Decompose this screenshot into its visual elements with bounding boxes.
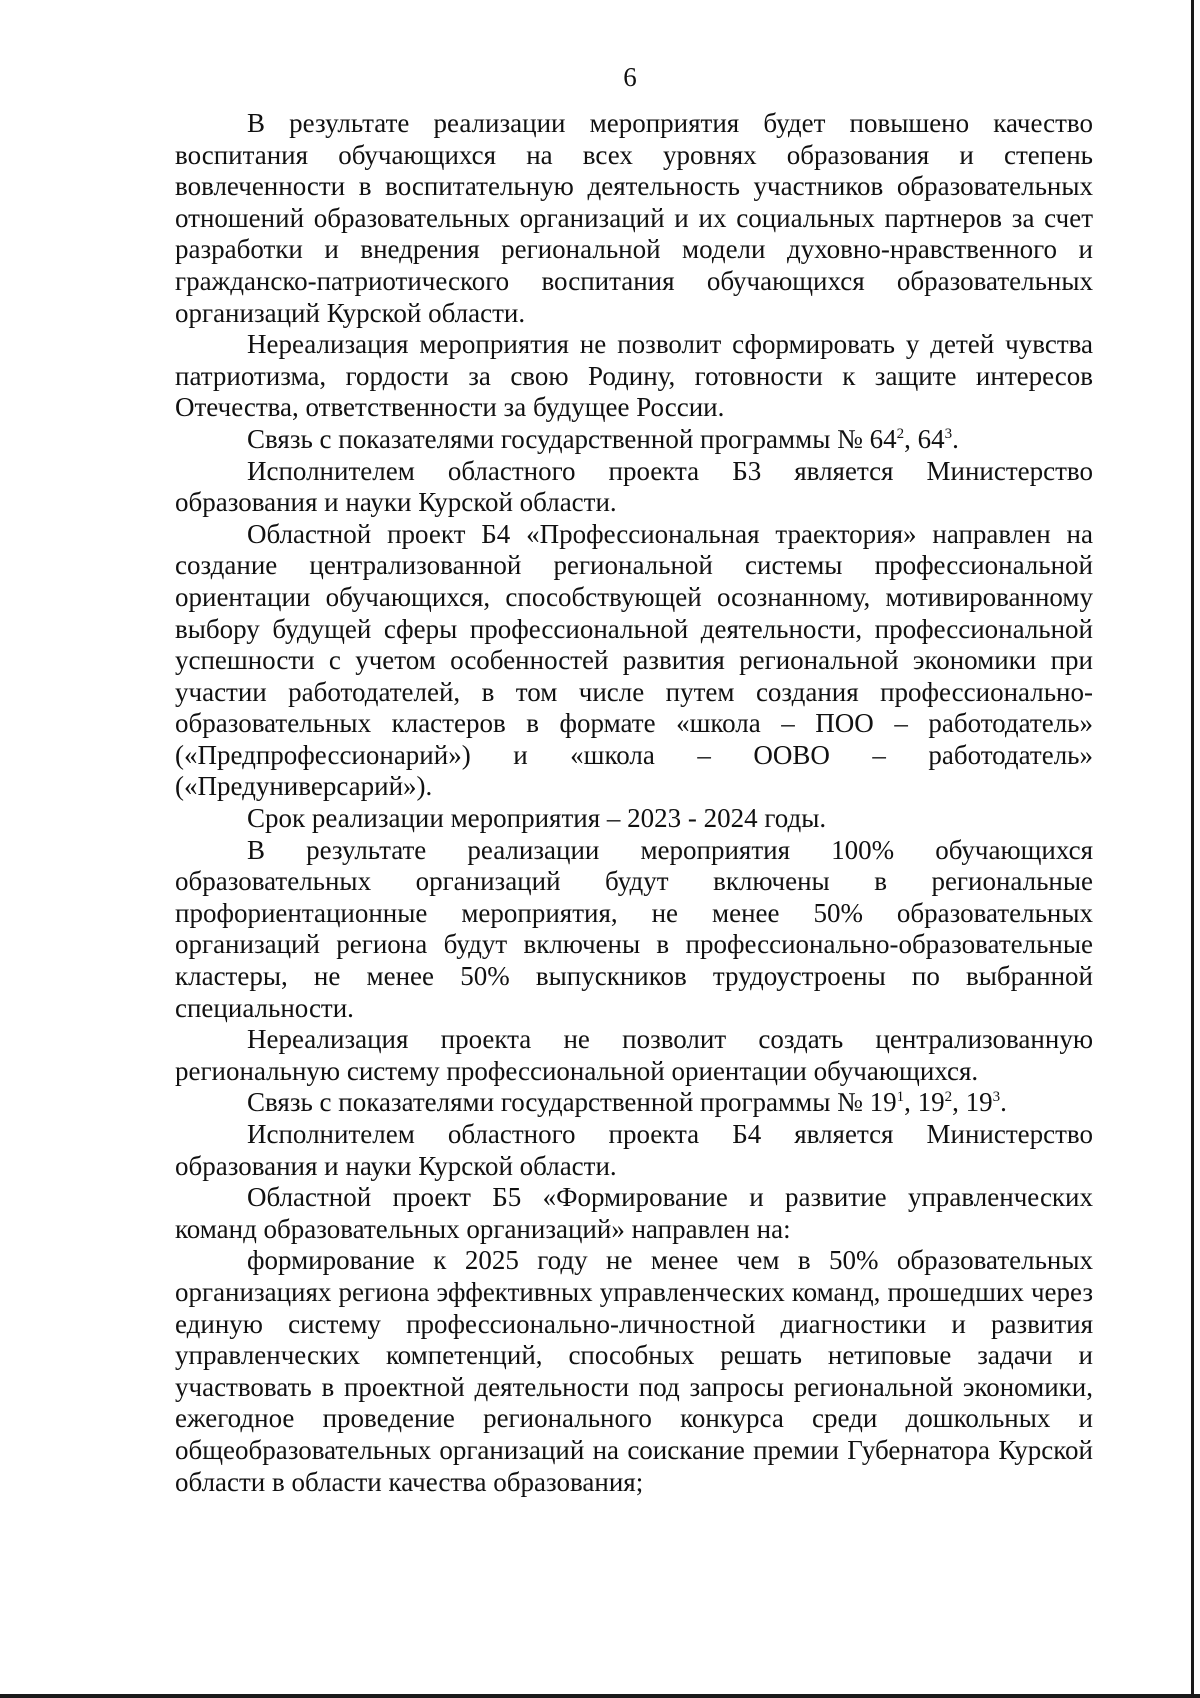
scan-border-bottom: [0, 1694, 1200, 1698]
document-body: [175, 108, 1093, 1498]
indicators-prefix: Связь с показателями государственной программы №: [247, 1087, 870, 1118]
indicator-ref-sup: 2: [896, 425, 905, 442]
indicator-ref: 64: [917, 423, 945, 454]
indicator-ref-sup: 1: [896, 1089, 905, 1106]
indicator-sep: ,: [904, 1087, 918, 1118]
indicator-ref: 19: [869, 1087, 897, 1118]
indicator-ref-sup: 3: [944, 425, 953, 442]
indicator-sep: ,: [904, 423, 918, 454]
paragraph-executor-b4: Исполнителем областного проекта Б4 является Министерство образования и науки Курской области.: [175, 1119, 1093, 1181]
indicator-ref-sup: 2: [944, 1089, 953, 1106]
paragraph-project-b4: Областной проект Б4 «Профессиональная траектория» направлен на создание централизованной региональной системы профессиональной ориентации обучающихся, способствующей осознанному, мотивированному выбору будущей сферы профессиональной деятельности, профессиональной успешности с учетом особенностей развития региональной экономики при участии работодателей, в том числе путем создания профессионально-образовательных кластеров в формате «школа – ПОО – работодатель» («Предпрофессионарий») и «школа – ООВО – работодатель» («Предуниверсарий»).: [175, 518, 1093, 802]
indicator-ref: 19: [965, 1087, 993, 1118]
paragraph-executor-b3: Исполнителем областного проекта Б3 является Министерство образования и науки Курской области.: [175, 455, 1093, 518]
paragraph-non-implementation-b4: Нереализация проекта не позволит создать централизованную региональную систему профессиональной ориентации обучающихся.: [175, 1024, 1093, 1086]
indicator-sep: ,: [952, 1087, 966, 1118]
indicator-ref: 19: [917, 1087, 945, 1118]
paragraph-goal-b5: формирование к 2025 году не менее чем в 50% образовательных организациях региона эффективных управленческих команд, прошедших через единую систему профессионально-личностной диагностики и развития управленческих компетенций, способных решать нетиповые задачи и участвовать в проектной деятельности под запросы региональной экономики, ежегодное проведение регионального конкурса среди дошкольных и общеобразовательных организаций на соискание премии Губернатора Курской области в области качества образования;: [175, 1245, 1093, 1497]
indicator-ref-sup: 3: [992, 1089, 1001, 1106]
paragraph-term-b4: Срок реализации мероприятия – 2023 - 2024 годы.: [247, 803, 827, 834]
paragraph-outcome-b4: В результате реализации мероприятия 100% обучающихся образовательных организаций будут включены в региональные профориентационные мероприятия, не менее 50% образовательных организаций региона будут включены в профессионально-образовательные кластеры, не менее 50% выпускников трудоустроены по выбранной специальности.: [175, 834, 1093, 1023]
paragraph-outcome-b3: В результате реализации мероприятия будет повышено качество воспитания обучающихся на всех уровнях образования и степень вовлеченности в воспитательную деятельность участников образовательных отношений образовательных организаций и их социальных партнеров за счет разработки и внедрения региональной модели духовно-нравственного и гражданско-патриотического воспитания обучающихся образовательных организаций Курской области.: [175, 108, 1093, 328]
paragraph-indicators-b3: [175, 424, 1093, 456]
scan-border-right: [1191, 0, 1194, 1698]
indicator-sep: .: [1000, 1087, 1007, 1118]
paragraph-non-implementation-b3: Нереализация мероприятия не позволит сформировать у детей чувства патриотизма, гордости за свою Родину, готовности к защите интересов Отечества, ответственности за будущее России.: [175, 329, 1093, 423]
paragraph-indicators-b4: [175, 1087, 1093, 1119]
page-number: 6: [623, 62, 637, 92]
indicators-prefix: Связь с показателями государственной программы №: [247, 423, 870, 454]
indicator-ref: 64: [869, 423, 897, 454]
indicator-sep: .: [952, 423, 959, 454]
paragraph-project-b5: Областной проект Б5 «Формирование и развитие управленческих команд образовательных организаций» направлен на:: [175, 1182, 1093, 1244]
